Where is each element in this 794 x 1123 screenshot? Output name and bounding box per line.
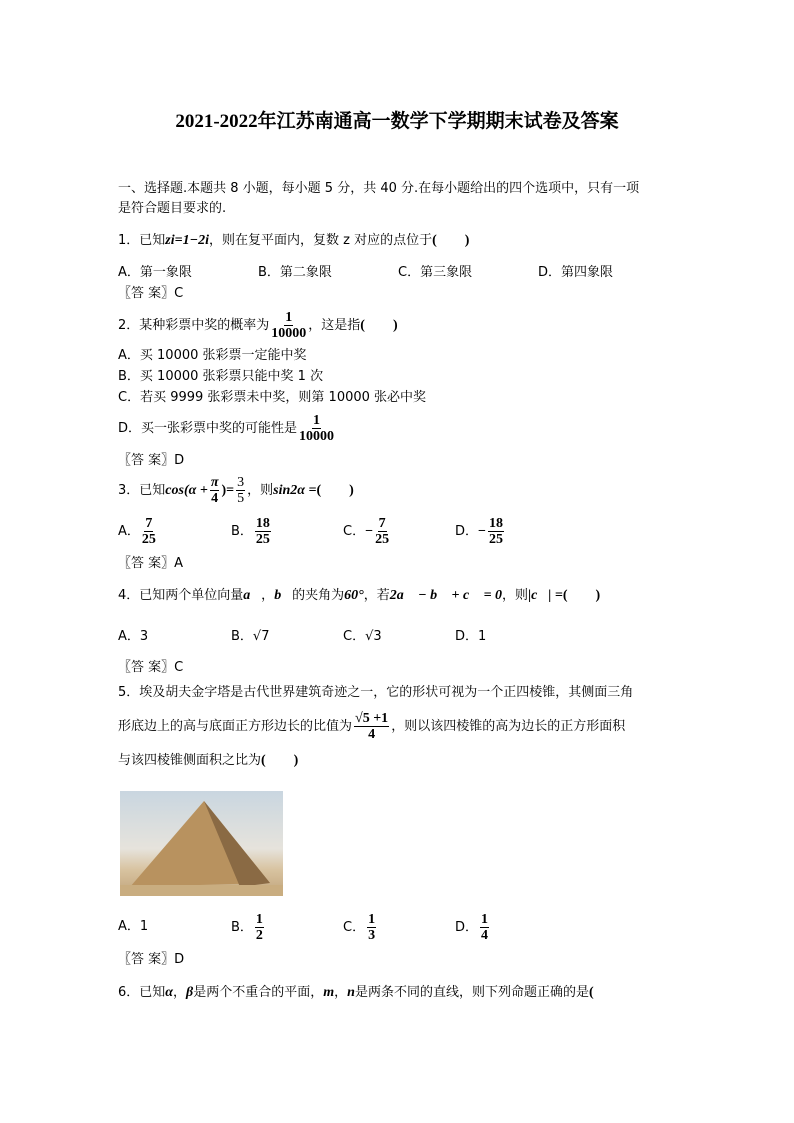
numerator: 3 xyxy=(237,475,245,490)
answer-value: C xyxy=(174,660,184,675)
math: |c⃗| = xyxy=(528,588,563,603)
q-text: ，则以该四棱锥的高为边长的正方形面积 xyxy=(391,719,626,734)
option-d: D．第四象限 xyxy=(538,265,614,280)
option-label: B． xyxy=(231,524,253,539)
numerator: √5 +1 xyxy=(355,711,389,726)
option-c: C．√3 xyxy=(343,629,382,644)
numerator: 7 xyxy=(145,516,153,531)
option-label: D． xyxy=(455,524,479,539)
numerator: 1 xyxy=(481,912,489,927)
answer-4 xyxy=(118,660,183,676)
section-header: 一、选择题.本题共 8 小题，每小题 5 分，共 40 分.在每小题给出的四个选项中，只有一项 xyxy=(118,181,640,196)
option-c: C．若买 9999 张彩票未中奖，则第 10000 张必中奖 xyxy=(118,390,427,405)
fraction xyxy=(236,475,245,506)
option-d xyxy=(455,516,506,548)
answer-label: 〖答 案〗 xyxy=(118,660,175,675)
question-3 xyxy=(118,475,354,507)
q-text: 是两条不同的直线，则下列命题正确的是 xyxy=(354,985,589,1000)
q-text: ， xyxy=(261,588,275,603)
answer-1 xyxy=(118,286,183,302)
page-title: 2021-2022年江苏南通高一数学下学期期末试卷及答案 xyxy=(175,111,619,132)
q-text: 是两个不重合的平面， xyxy=(193,985,324,1000)
denominator: 2 xyxy=(255,928,263,943)
answer-value: A xyxy=(174,556,184,571)
option-a: A．3 xyxy=(118,629,149,644)
math: n xyxy=(347,985,355,1000)
numerator: 18 xyxy=(255,516,270,531)
q-text: ， xyxy=(173,985,187,1000)
q-text: ，则 xyxy=(247,483,274,498)
question-5-cont2 xyxy=(118,753,298,769)
denominator: 5 xyxy=(237,491,245,506)
denominator: 4 xyxy=(481,928,489,943)
answer-label: 〖答 案〗 xyxy=(118,952,175,967)
math: sin2α = xyxy=(273,483,317,498)
sign: − xyxy=(478,524,486,539)
option-a: A．1 xyxy=(118,919,149,934)
fraction xyxy=(255,912,264,943)
q-text: 2．某种彩票中奖的概率为 xyxy=(118,318,270,333)
question-2 xyxy=(118,310,398,342)
fraction xyxy=(255,516,271,547)
numerator: 1 xyxy=(255,912,263,927)
answer-3 xyxy=(118,556,183,572)
fraction xyxy=(488,516,504,547)
answer-value: D xyxy=(174,453,185,468)
option-label: D． xyxy=(455,920,479,935)
numerator: π xyxy=(210,475,219,490)
numerator: 1 xyxy=(368,912,376,927)
math: 2a⃗ − b⃗ + c⃗ = 0 xyxy=(389,588,503,603)
fraction xyxy=(142,516,156,547)
paren: ( ) xyxy=(432,233,470,248)
answer-2 xyxy=(118,453,184,469)
option-d xyxy=(455,912,491,944)
q-text: ，若 xyxy=(363,588,390,603)
q-text: D．买一张彩票中奖的可能性是 xyxy=(118,421,298,436)
fraction xyxy=(299,413,334,444)
q-text: ，这是指 xyxy=(308,318,361,333)
denominator: 25 xyxy=(141,532,156,547)
option-c xyxy=(343,516,391,548)
denominator: 4 xyxy=(368,727,376,742)
denominator: 10000 xyxy=(271,326,307,341)
math: a⃗ xyxy=(243,588,262,603)
paren: ( ) xyxy=(562,588,601,603)
math: β xyxy=(186,985,194,1000)
q-text: 形底边上的高与底面正方形边长的比值为 xyxy=(118,719,353,734)
fraction xyxy=(375,516,389,547)
option-b: B．第二象限 xyxy=(258,265,332,280)
option-b: B．√7 xyxy=(231,629,270,644)
numerator: 18 xyxy=(489,516,503,531)
q-text: ，则 xyxy=(502,588,529,603)
pyramid-image xyxy=(120,791,283,896)
section-header-cont: 是符合题目要求的. xyxy=(118,201,227,216)
question-6 xyxy=(118,985,594,1001)
option-b xyxy=(231,516,273,548)
option-b: B．买 10000 张彩票只能中奖 1 次 xyxy=(118,369,324,384)
math: b⃗ xyxy=(274,588,293,603)
answer-value: D xyxy=(174,952,185,967)
paren: ( ) xyxy=(261,753,299,768)
answer-label: 〖答 案〗 xyxy=(118,286,175,301)
option-label: B． xyxy=(231,920,253,935)
q-text: 与该四棱锥侧面积之比为 xyxy=(118,753,262,768)
math: cos(α + xyxy=(165,483,208,498)
math: α xyxy=(165,985,174,1000)
math: zi=1−2i xyxy=(165,233,209,248)
numerator: 1 xyxy=(313,413,321,428)
paren: ( ) xyxy=(360,318,398,333)
question-1 xyxy=(118,233,469,249)
q-text: 1．已知 xyxy=(118,233,166,248)
option-a: A．买 10000 张彩票一定能中奖 xyxy=(118,348,307,363)
math: 60° xyxy=(344,588,364,603)
answer-value: C xyxy=(174,286,184,301)
answer-label: 〖答 案〗 xyxy=(118,453,175,468)
option-label: C． xyxy=(343,920,366,935)
paren: ( xyxy=(588,985,594,1000)
paren: ( ) xyxy=(316,483,354,498)
option-label: A． xyxy=(118,524,140,539)
question-5: 5．埃及胡夫金字塔是古代世界建筑奇迹之一，它的形状可视为一个正四棱锥，其侧面三角 xyxy=(118,685,634,700)
question-4 xyxy=(118,588,600,604)
option-a: A．第一象限 xyxy=(118,265,192,280)
q-text: 的夹角为 xyxy=(292,588,345,603)
q-text: 3．已知 xyxy=(118,483,166,498)
q-text: 4．已知两个单位向量 xyxy=(118,588,244,603)
option-c xyxy=(343,912,378,944)
math: m xyxy=(323,985,335,1000)
numerator: 7 xyxy=(378,516,386,531)
denominator: 4 xyxy=(211,491,219,506)
sign: − xyxy=(365,524,374,539)
option-c: C．第三象限 xyxy=(398,265,473,280)
answer-5 xyxy=(118,952,184,968)
fraction xyxy=(480,912,489,943)
option-d: D．1 xyxy=(455,629,487,644)
denominator: 3 xyxy=(368,928,376,943)
denominator: 25 xyxy=(489,532,503,547)
option-d xyxy=(118,413,336,445)
q-text: 6．已知 xyxy=(118,985,166,1000)
denominator: 25 xyxy=(255,532,270,547)
numerator: 1 xyxy=(285,310,293,325)
math: )= xyxy=(221,483,235,498)
answer-label: 〖答 案〗 xyxy=(118,556,175,571)
fraction xyxy=(271,310,306,341)
fraction xyxy=(354,711,389,742)
denominator: 10000 xyxy=(299,429,335,444)
q-text: ， xyxy=(334,985,348,1000)
option-b xyxy=(231,912,266,944)
option-a xyxy=(118,516,158,548)
fraction xyxy=(210,475,220,506)
question-5-cont xyxy=(118,711,625,743)
q-text: ，则在复平面内，复数 z 对应的点位于 xyxy=(208,233,433,248)
fraction xyxy=(367,912,376,943)
option-label: C． xyxy=(343,524,366,539)
denominator: 25 xyxy=(375,532,390,547)
